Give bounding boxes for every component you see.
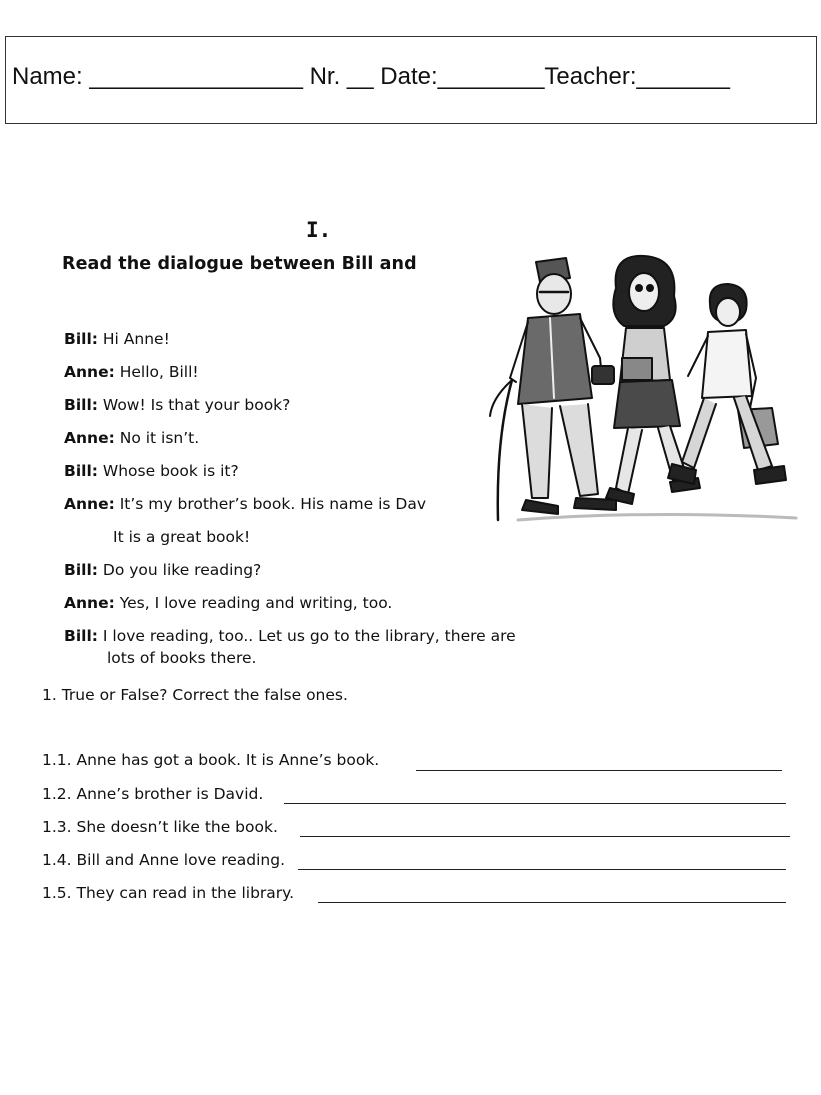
question-item: 1.2. Anne’s brother is David.: [42, 785, 264, 803]
illustration-drawing: [488, 248, 800, 540]
speaker-name: Bill: [64, 330, 92, 348]
question-item: 1.3. She doesn’t like the book.: [42, 818, 278, 836]
instruction-text: Read the dialogue between Bill and: [62, 254, 417, 274]
dialogue-continuation: [113, 528, 250, 546]
dialogue-text: Yes, I love reading and writing, too.: [119, 594, 393, 612]
exercise-title: 1. True or False? Correct the false ones.: [42, 686, 348, 704]
answer-line-2[interactable]: [284, 803, 786, 804]
section-number: I.: [306, 218, 332, 242]
question-item: 1.5. They can read in the library.: [42, 884, 295, 902]
dialogue-line: Anne: No it isn’t.: [64, 429, 200, 447]
speaker-name: Anne: [64, 594, 109, 612]
dialogue-line: Anne: Hello, Bill!: [64, 363, 199, 381]
instruction-clip: [62, 254, 428, 284]
dialogue-text: lots of books there.: [107, 649, 257, 667]
answer-line-3[interactable]: [300, 836, 790, 837]
dialogue-text: Hello, Bill!: [119, 363, 199, 381]
answer-line-4[interactable]: [298, 869, 786, 870]
dialogue-text: Whose book is it?: [102, 462, 239, 480]
speaker-name: Anne: [64, 429, 109, 447]
answer-line-1[interactable]: [416, 770, 782, 771]
speaker-name: Anne: [64, 363, 109, 381]
dialogue-line: Bill: Hi Anne!: [64, 330, 170, 348]
student-info-line[interactable]: Name: ________________ Nr. __ Date:________Teacher:_______: [12, 63, 730, 90]
dialogue-line: Bill: Do you like reading?: [64, 561, 262, 579]
speaker-name: Anne: [64, 495, 109, 513]
dialogue-text: Wow! Is that your book?: [102, 396, 291, 414]
dialogue-line: Anne: It’s my brother’s book. His name is Dav: [64, 495, 426, 513]
dialogue-line: Anne: Yes, I love reading and writing, too.: [64, 594, 393, 612]
student-info-box: [5, 36, 817, 124]
dialogue-text: I love reading, too.. Let us go to the library, there are: [102, 627, 516, 645]
dialogue-text: It is a great book!: [113, 528, 251, 546]
three-people-walking-illustration: [488, 248, 800, 540]
dialogue-text: Hi Anne!: [102, 330, 170, 348]
question-item: 1.4. Bill and Anne love reading.: [42, 851, 286, 869]
dialogue-continuation: [107, 649, 256, 667]
dialogue-line: Bill: Whose book is it?: [64, 462, 239, 480]
question-item: 1.1. Anne has got a book. It is Anne’s book.: [42, 751, 380, 769]
dialogue-text: It’s my brother’s book. His name is Dav: [119, 495, 426, 513]
speaker-name: Bill: [64, 627, 92, 645]
speaker-name: Bill: [64, 396, 92, 414]
speaker-name: Bill: [64, 561, 92, 579]
dialogue-text: Do you like reading?: [102, 561, 262, 579]
dialogue-line: Bill: I love reading, too.. Let us go to the library, there are: [64, 627, 516, 645]
dialogue-line: Bill: Wow! Is that your book?: [64, 396, 291, 414]
speaker-name: Bill: [64, 462, 92, 480]
answer-line-5[interactable]: [318, 902, 786, 903]
dialogue-text: No it isn’t.: [119, 429, 200, 447]
